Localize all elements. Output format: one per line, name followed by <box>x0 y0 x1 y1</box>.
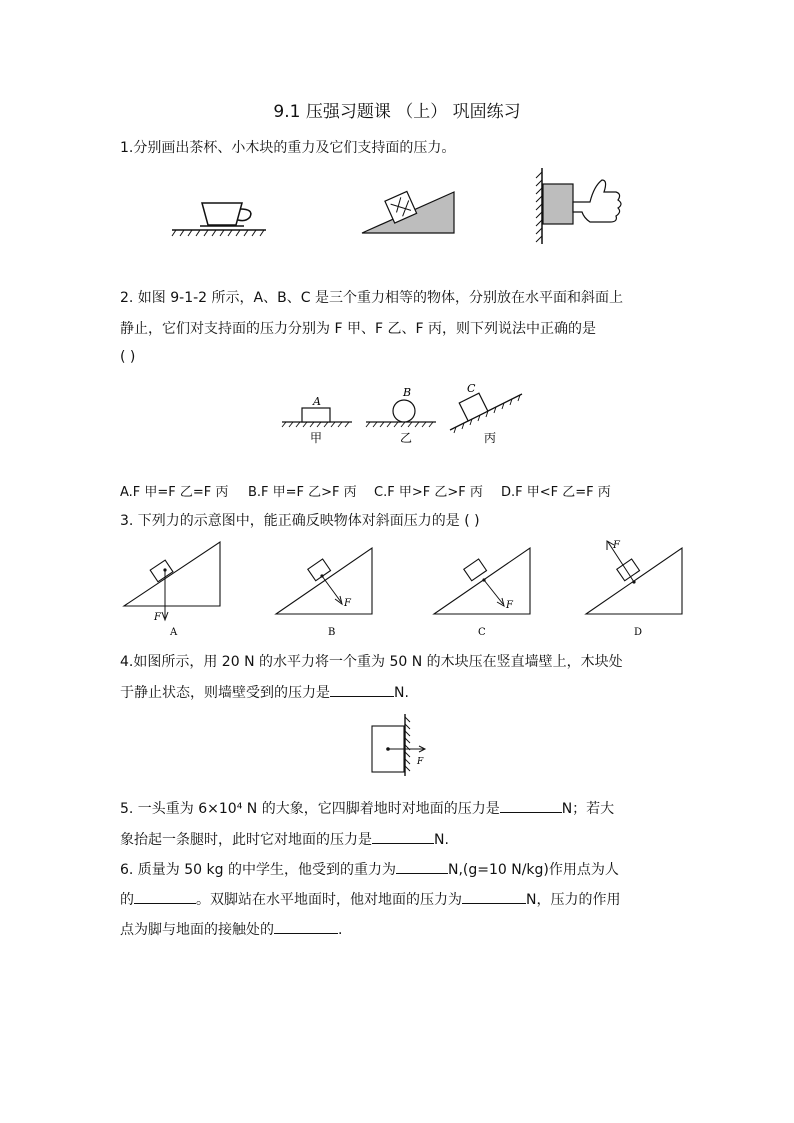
q4-figure <box>368 712 438 778</box>
q2-label-c: C <box>467 382 476 395</box>
q3-a-force: F <box>154 612 161 623</box>
q5-line1-text: 5. 一头重为 6×10⁴ N 的大象，它四脚着地时对地面的压力是 <box>120 801 500 817</box>
q6-blank-4[interactable] <box>274 919 338 934</box>
q3-label-a: A <box>170 627 178 638</box>
q4-line2-unit: N. <box>394 685 409 701</box>
q3-c-force: F <box>506 600 513 611</box>
q6-line2-text: 的 <box>120 892 134 908</box>
page-title: 9.1 压强习题课 （上） 巩固练习 <box>273 102 521 122</box>
q3-text: 3. 下列力的示意图中，能正确反映物体对斜面压力的是 ( ) <box>120 513 480 529</box>
q2-option-b[interactable]: B.F 甲=F 乙>F 丙 <box>248 485 357 500</box>
q2-label-a: A <box>313 395 321 408</box>
q4-line2 <box>120 682 409 702</box>
q3-label-d: D <box>634 627 643 638</box>
q2-line2: 静止，它们对支持面的压力分别为 F 甲、F 乙、F 丙，则下列说法中正确的是 <box>120 321 596 337</box>
q3-d-force: F <box>613 540 620 551</box>
q4-line1: 4.如图所示，用 20 N 的水平力将一个重为 50 N 的木块压在竖直墙壁上，木块处 <box>120 654 623 670</box>
q5-line2-unit: N. <box>434 832 449 848</box>
q5-line2-text: 象抬起一条腿时，此时它对地面的压力是 <box>120 832 372 848</box>
q6-line2-tail: N，压力的作用 <box>526 892 621 908</box>
q6-line1 <box>120 859 619 879</box>
q4-line2-text: 于静止状态，则墙壁受到的压力是 <box>120 685 330 701</box>
q2-label-jia: 甲 <box>310 431 323 445</box>
q2-label-bing: 丙 <box>484 431 497 445</box>
q6-line2-mid: 。双脚站在水平地面时，他对地面的压力为 <box>196 892 462 908</box>
q6-blank-3[interactable] <box>462 889 526 904</box>
q2-label-b: B <box>403 386 412 399</box>
q6-line3-text: 点为脚与地面的接触处的 <box>120 922 274 938</box>
q6-line3 <box>120 919 342 939</box>
q3-figure <box>120 538 695 640</box>
q5-blank-2[interactable] <box>372 829 434 844</box>
q3-label-c: C <box>478 627 486 638</box>
q1-teacup-figure <box>170 195 270 240</box>
q6-blank-1[interactable] <box>396 859 448 874</box>
q2-option-c[interactable]: C.F 甲>F 乙>F 丙 <box>374 485 483 500</box>
q5-line1-tail: N；若大 <box>561 801 615 817</box>
q3-label-b: B <box>328 627 336 638</box>
q6-line1-tail: N,(g=10 N/kg)作用点为人 <box>447 862 619 878</box>
q4-force: F <box>417 757 424 767</box>
q5-line1 <box>120 798 614 818</box>
q3-b-force: F <box>344 598 351 609</box>
q5-line2 <box>120 829 449 849</box>
q6-line2 <box>120 889 620 909</box>
q4-blank[interactable] <box>330 682 394 697</box>
q2-option-a[interactable]: A.F 甲=F 乙=F 丙 <box>120 485 229 500</box>
q5-blank-1[interactable] <box>500 798 562 813</box>
q2-figure <box>280 380 530 450</box>
q1-thumb-wall-figure <box>532 166 632 246</box>
q1-block-on-incline-figure <box>360 180 460 238</box>
q1-text: 1.分别画出茶杯、小木块的重力及它们支持面的压力。 <box>120 140 456 156</box>
q2-line3: ( ) <box>120 349 136 365</box>
q2-option-d[interactable]: D.F 甲<F 乙=F 丙 <box>501 485 611 500</box>
q6-line1-text: 6. 质量为 50 kg 的中学生，他受到的重力为 <box>120 862 396 878</box>
q6-line3-tail: . <box>338 922 343 938</box>
q6-blank-2[interactable] <box>134 889 196 904</box>
q2-line1: 2. 如图 9-1-2 所示，A、B、C 是三个重力相等的物体，分别放在水平面和斜面上 <box>120 290 623 306</box>
q2-label-yi: 乙 <box>400 431 413 445</box>
